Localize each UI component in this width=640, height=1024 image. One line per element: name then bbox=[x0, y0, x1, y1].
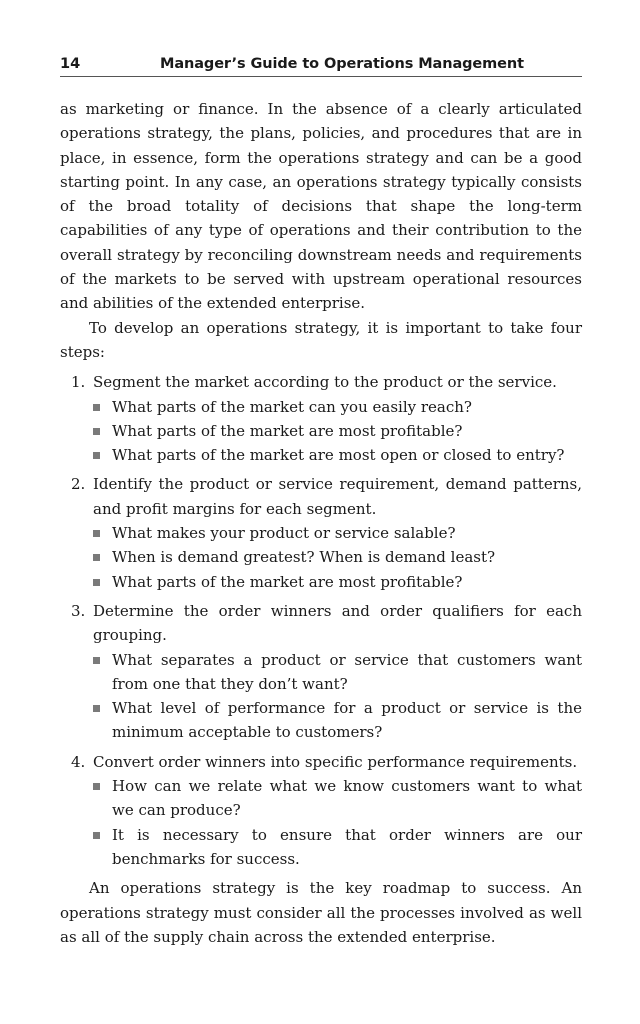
question-text: What parts of the market are most profitable? bbox=[112, 572, 463, 591]
question-list bbox=[93, 774, 582, 871]
lead-in-paragraph: To develop an operations strategy, it is important to take four steps: bbox=[60, 318, 582, 361]
step-number: 3. bbox=[71, 601, 86, 620]
question-text: When is demand greatest? When is demand least? bbox=[112, 548, 496, 567]
question-text: It is necessary to ensure that order winners are our benchmarks for success. bbox=[112, 825, 582, 868]
question-item bbox=[93, 545, 582, 569]
question-text: What makes your product or service salable? bbox=[112, 524, 456, 543]
question-text: What parts of the market can you easily reach? bbox=[112, 397, 472, 416]
question-text: How can we relate what we know customers want to what we can produce? bbox=[112, 777, 582, 820]
question-text: What parts of the market are most open or closed to entry? bbox=[112, 446, 565, 465]
step-text: Convert order winners into specific performance requirements. bbox=[93, 752, 578, 771]
question-text: What parts of the market are most profitable? bbox=[112, 421, 463, 440]
body-text bbox=[60, 97, 582, 949]
running-header bbox=[60, 56, 582, 77]
question-item bbox=[93, 570, 582, 594]
step-number: 4. bbox=[71, 752, 86, 771]
step-text: Identify the product or service requirement, demand patterns, and profit margins for each segment. bbox=[93, 475, 582, 518]
question-item bbox=[93, 419, 582, 443]
square-bullet-icon bbox=[93, 554, 100, 561]
step-text: Segment the market according to the product or the service. bbox=[93, 373, 557, 392]
square-bullet-icon bbox=[93, 530, 100, 537]
square-bullet-icon bbox=[93, 783, 100, 790]
question-list bbox=[93, 395, 582, 468]
square-bullet-icon bbox=[93, 657, 100, 664]
book-page bbox=[60, 56, 582, 949]
step-number: 2. bbox=[71, 475, 86, 494]
question-list bbox=[93, 648, 582, 745]
question-item bbox=[93, 395, 582, 419]
step-text: Determine the order winners and order qualifiers for each grouping. bbox=[93, 601, 582, 645]
square-bullet-icon bbox=[93, 832, 100, 839]
intro-paragraph: as marketing or finance. In the absence of a clearly articulated operations strategy, the plans, policies, and procedures that are in place, in essence, form the operations strategy and can be a good starting point. In any case, an operations strategy typically consists of the broad totality of decisions that shape the long-term capabilities of any type of operations and their contribution to the overall strategy by reconciling downstream needs and requirements of the markets to be served with upstream operational resources and abilities of the extended enterprise. bbox=[60, 100, 582, 313]
question-text: What level of performance for a product or service is the minimum acceptable to customers? bbox=[112, 699, 582, 742]
question-item bbox=[93, 774, 582, 823]
question-item bbox=[93, 648, 582, 697]
question-item bbox=[93, 696, 582, 745]
square-bullet-icon bbox=[93, 404, 100, 411]
square-bullet-icon bbox=[93, 428, 100, 435]
question-item bbox=[93, 521, 582, 545]
running-title: Manager’s Guide to Operations Management bbox=[160, 56, 524, 72]
square-bullet-icon bbox=[93, 705, 100, 712]
step-item bbox=[60, 472, 582, 593]
square-bullet-icon bbox=[93, 579, 100, 586]
question-list bbox=[93, 521, 582, 594]
page-number: 14 bbox=[60, 56, 81, 72]
question-item bbox=[93, 443, 582, 467]
question-text: What separates a product or service that customers want from one that they don’t want? bbox=[112, 650, 582, 693]
question-item bbox=[93, 823, 582, 872]
step-item bbox=[60, 370, 582, 467]
closing-paragraph: An operations strategy is the key roadmap to success. An operations strategy must consider all the processes involved as well as all of the supply chain across the extended enterprise. bbox=[60, 879, 582, 946]
step-item bbox=[60, 750, 582, 871]
steps-list bbox=[60, 370, 582, 871]
step-item bbox=[60, 599, 582, 745]
square-bullet-icon bbox=[93, 452, 100, 459]
step-number: 1. bbox=[71, 373, 86, 392]
